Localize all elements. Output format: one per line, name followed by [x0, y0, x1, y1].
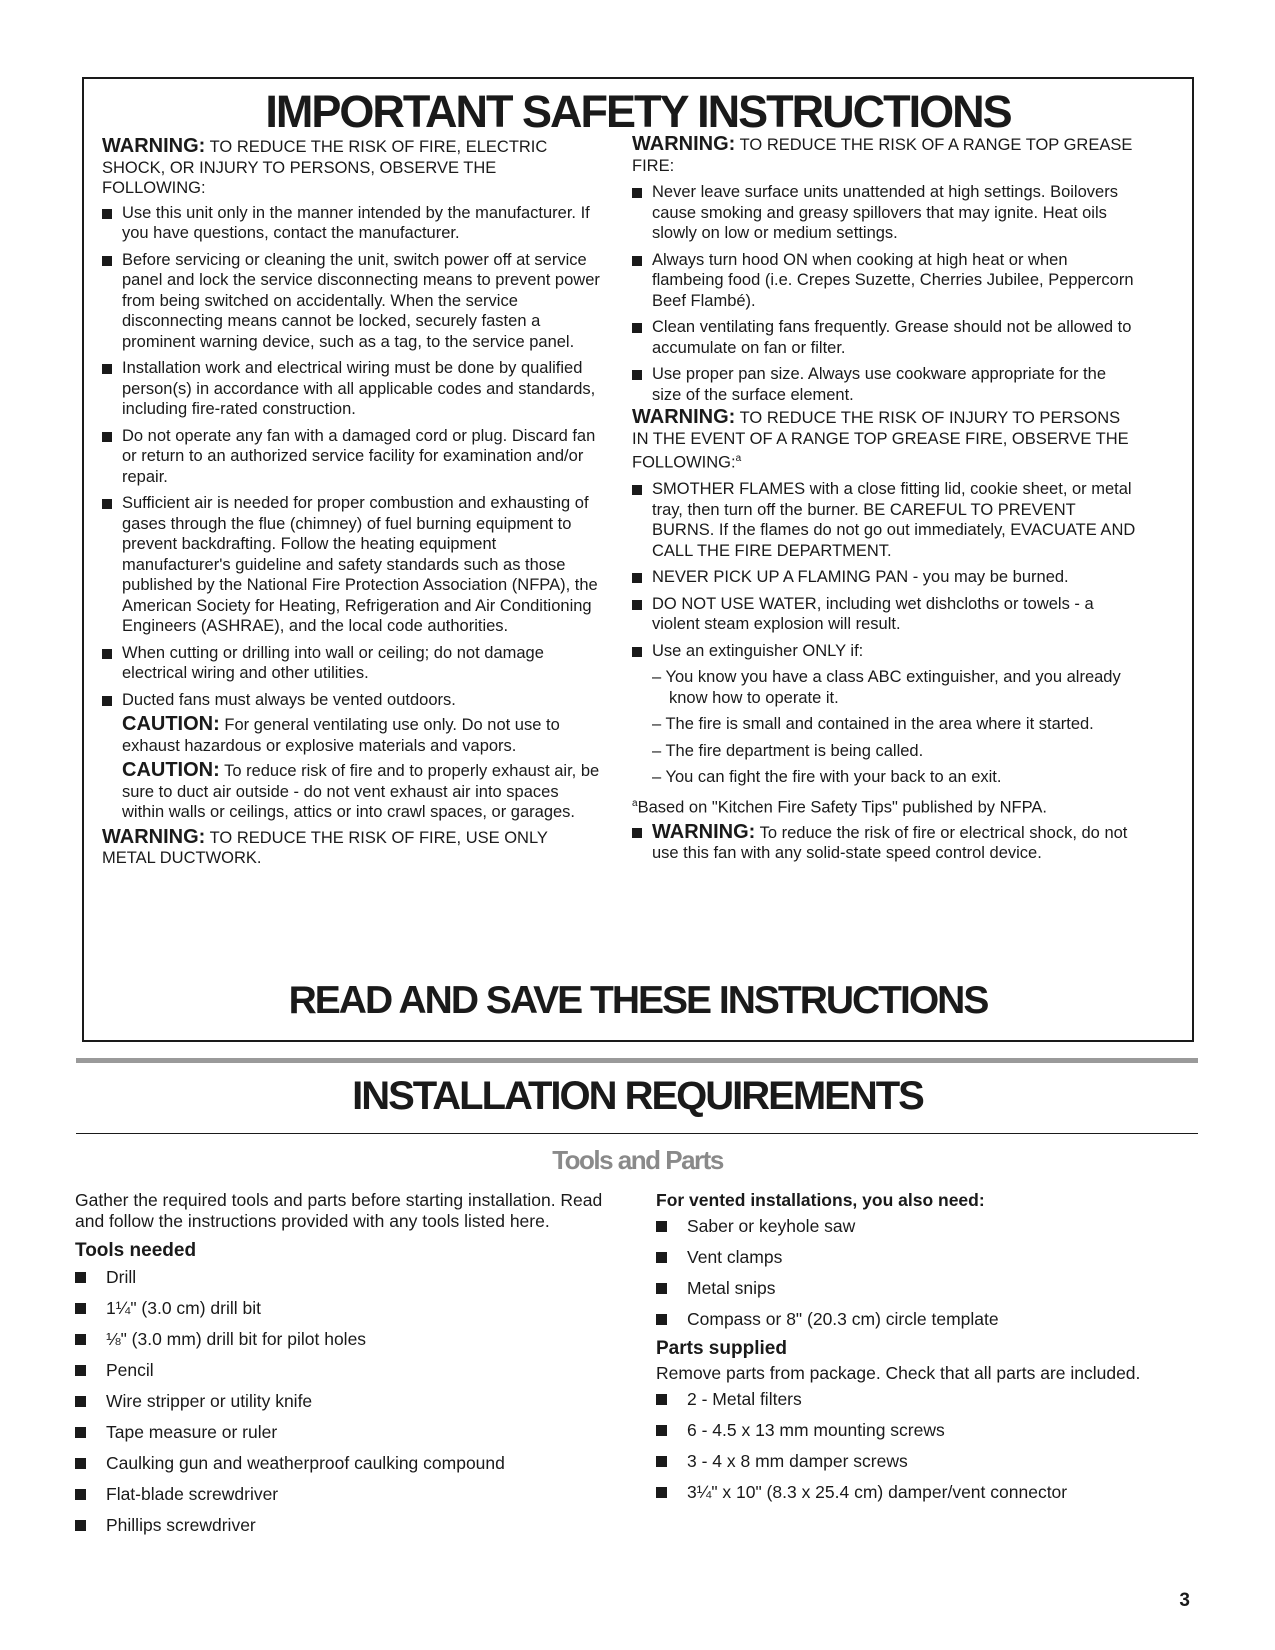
caution-text: To reduce risk of fire and to properly exhaust air, be sure to duct air outside - do not vent exhaust air into spaces within walls or ceilings, attics or into crawl spaces, or garages. — [122, 762, 600, 821]
section-divider — [76, 1058, 1198, 1063]
tools-column — [75, 1190, 620, 1541]
warning-label: WARNING: — [652, 820, 756, 843]
parts-heading: Parts supplied — [656, 1337, 787, 1359]
warning-label: WARNING: — [632, 406, 736, 428]
list-item: Installation work and electrical wiring must be done by qualified person(s) in accordance with all applicable codes and standards, including fire-rated construction. — [102, 358, 602, 420]
list-item: Never leave surface units unattended at high settings. Boilovers cause smoking and greasy spillovers that may ignite. Heat oils slowly on low or medium settings. — [632, 182, 1137, 244]
list-item: 2 - Metal filters — [656, 1384, 1201, 1415]
safety-instructions-box — [82, 77, 1194, 1042]
list-item: Do not operate any fan with a damaged cord or plug. Discard fan or return to an authorized service facility for examination and/or repair. — [102, 426, 602, 488]
parts-column — [656, 1190, 1201, 1508]
list-item: 6 - 4.5 x 13 mm mounting screws — [656, 1415, 1201, 1446]
footnote-marker: a — [735, 453, 742, 464]
footnote-marker: a — [632, 797, 638, 809]
list-item: Phillips screwdriver — [75, 1510, 620, 1541]
warning-text: TO REDUCE THE RISK OF FIRE, USE ONLY METAL DUCTWORK. — [102, 828, 548, 867]
speed-control-warning-list — [632, 822, 1137, 864]
warning-text: TO REDUCE THE RISK OF FIRE, ELECTRIC SHOCK, OR INJURY TO PERSONS, OBSERVE THE FOLLOWING: — [102, 138, 548, 197]
list-item: Sufficient air is needed for proper combustion and exhausting of gases through the flue (chimney) of fuel burning equipment to prevent backdrafting. Follow the heating equipment manufacturer's guideline and safety standards such as those published by the National Fire Protection Association (NFPA), the American Society for Heating, Refrigeration and Air Conditioning Engineers (ASHRAE), and the local code authorities. — [102, 493, 602, 637]
intro-text: Gather the required tools and parts before starting installation. Read and follow the instructions provided with any tools listed here. — [75, 1190, 603, 1231]
list-item: Tape measure or ruler — [75, 1417, 620, 1448]
list-item: Vent clamps — [656, 1242, 1201, 1273]
right-safety-list — [632, 182, 1137, 405]
list-item: Caulking gun and weatherproof caulking compound — [75, 1448, 620, 1479]
left-warning-ductwork — [102, 827, 602, 869]
warning-label: WARNING: — [102, 825, 206, 848]
caution-label: CAUTION: — [122, 713, 220, 735]
tools-list — [75, 1262, 620, 1541]
footnote — [632, 794, 1137, 818]
caution-label: CAUTION: — [122, 759, 220, 781]
list-item: Always turn hood ON when cooking at high heat or when flambeing food (i.e. Crepes Suzette, Cherries Jubilee, Peppercorn Beef Flambé). — [632, 250, 1137, 312]
list-item: – You can fight the fire with your back to an exit. — [652, 768, 1002, 786]
list-item: Use this unit only in the manner intended by the manufacturer. If you have questions, contact the manufacturer. — [102, 203, 602, 244]
list-item: Flat-blade screwdriver — [75, 1479, 620, 1510]
list-item: – The fire department is being called. — [652, 741, 924, 760]
extinguisher-conditions — [632, 667, 1137, 788]
tools-parts-subtitle: Tools and Parts — [552, 1145, 723, 1175]
caution-notice — [102, 714, 602, 756]
safety-right-column — [632, 134, 1137, 864]
list-item: Metal snips — [656, 1273, 1201, 1304]
caution-notice — [102, 760, 602, 823]
footnote-text: Based on "Kitchen Fire Safety Tips" published by NFPA. — [637, 798, 1048, 816]
read-save-title: READ AND SAVE THESE INSTRUCTIONS — [288, 979, 988, 1022]
list-item: Before servicing or cleaning the unit, switch power off at service panel and lock the service disconnecting means to prevent power from being switched on accidentally. When the service disconnecting means cannot be locked, securely fasten a prominent warning device, such as a tag, to the service panel. — [102, 250, 602, 353]
list-item: Saber or keyhole saw — [656, 1211, 1201, 1242]
list-item: DO NOT USE WATER, including wet dishcloths or towels - a violent steam explosion will result. — [632, 594, 1137, 635]
list-item: Pencil — [75, 1355, 620, 1386]
list-item: 3 - 4 x 8 mm damper screws — [656, 1446, 1201, 1477]
list-item: Wire stripper or utility knife — [75, 1386, 620, 1417]
left-safety-list — [102, 203, 602, 711]
list-item: Compass or 8" (20.3 cm) circle template — [656, 1304, 1201, 1335]
right-warning-injury — [632, 407, 1137, 473]
right-warning — [632, 134, 1137, 176]
list-item: Use proper pan size. Always use cookware appropriate for the size of the surface element. — [632, 364, 1137, 405]
vented-heading: For vented installations, you also need: — [656, 1190, 985, 1210]
safety-left-column — [102, 136, 602, 869]
grease-fire-list — [632, 479, 1137, 661]
list-item: SMOTHER FLAMES with a close fitting lid, cookie sheet, or metal tray, then turn off the burner. BE CAREFUL TO PREVENT BURNS. If the flames do not go out immediately, EVACUATE AND CALL THE FIRE DEPARTMENT. — [632, 479, 1137, 561]
list-item: Use an extinguisher ONLY if: — [632, 641, 1137, 662]
vented-list — [656, 1211, 1201, 1335]
list-item: 1¼" (3.0 cm) drill bit — [75, 1293, 620, 1324]
warning-text: TO REDUCE THE RISK OF A RANGE TOP GREASE FIRE: — [632, 136, 1133, 175]
list-item: – The fire is small and contained in the area where it started. — [652, 715, 1094, 733]
safety-title: IMPORTANT SAFETY INSTRUCTIONS — [265, 86, 1011, 137]
parts-list — [656, 1384, 1201, 1508]
title-rule — [76, 1133, 1198, 1134]
page-number: 3 — [1179, 1590, 1190, 1611]
warning-label: WARNING: — [102, 135, 206, 157]
left-warning — [102, 136, 602, 199]
parts-intro: Remove parts from package. Check that all parts are included. — [656, 1363, 1141, 1383]
list-item: NEVER PICK UP A FLAMING PAN - you may be burned. — [632, 567, 1137, 588]
warning-text: TO REDUCE THE RISK OF INJURY TO PERSONS IN THE EVENT OF A RANGE TOP GREASE FIRE, OBSERVE THE FOLLOWING: — [632, 409, 1129, 472]
list-item: 3¼" x 10" (8.3 x 25.4 cm) damper/vent connector — [656, 1477, 1201, 1508]
list-item — [632, 822, 1137, 864]
list-item: ⅛" (3.0 mm) drill bit for pilot holes — [75, 1324, 620, 1355]
list-item: When cutting or drilling into wall or ceiling; do not damage electrical wiring and other utilities. — [102, 643, 602, 684]
warning-text: To reduce the risk of fire or electrical shock, do not use this fan with any solid-state speed control device. — [652, 823, 1128, 862]
caution-text: For general ventilating use only. Do not use to exhaust hazardous or explosive materials and vapors. — [122, 716, 560, 755]
list-item: Clean ventilating fans frequently. Grease should not be allowed to accumulate on fan or filter. — [632, 317, 1137, 358]
warning-label: WARNING: — [632, 133, 736, 155]
installation-title: INSTALLATION REQUIREMENTS — [352, 1074, 923, 1118]
list-item: Ducted fans must always be vented outdoors. — [102, 690, 602, 711]
list-item: Drill — [75, 1262, 620, 1293]
tools-heading: Tools needed — [75, 1240, 197, 1261]
list-item: – You know you have a class ABC extinguisher, and you already know how to operate it. — [652, 668, 1121, 707]
